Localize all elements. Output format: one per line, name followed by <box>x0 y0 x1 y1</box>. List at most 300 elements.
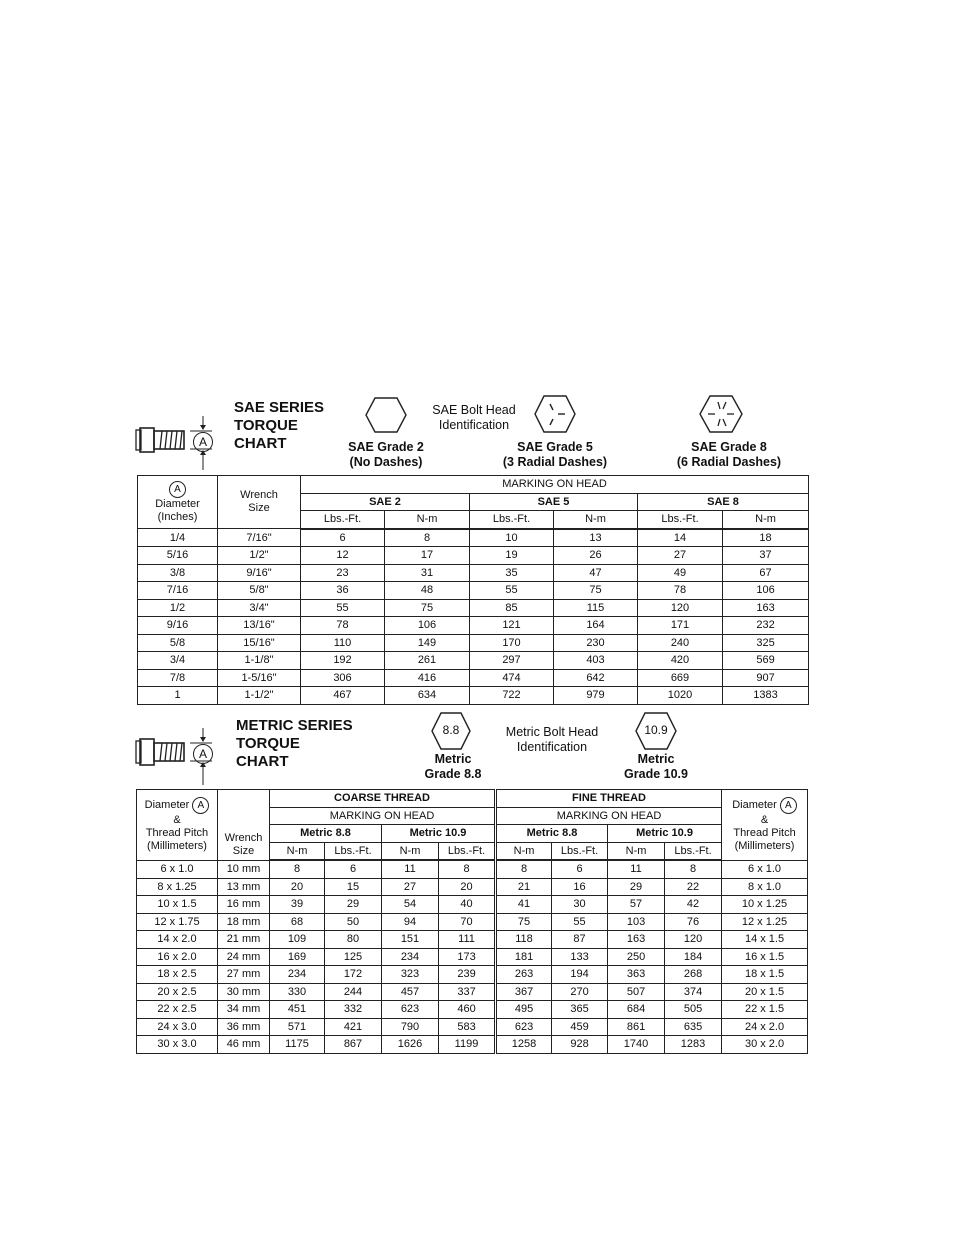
sae-unit-header: N-m <box>723 511 809 529</box>
table-cell: 57 <box>608 896 665 914</box>
sae-grade-8-name: SAE Grade 8 <box>691 440 767 454</box>
table-cell: 306 <box>301 669 385 687</box>
table-cell: 330 <box>270 983 325 1001</box>
table-cell: 18 x 1.5 <box>722 966 808 984</box>
table-cell: 928 <box>552 1036 608 1054</box>
metric-col-diameter-header-right <box>722 790 808 861</box>
table-cell: 120 <box>638 599 723 617</box>
table-cell: 50 <box>325 913 382 931</box>
table-cell: 403 <box>554 652 638 670</box>
table-cell: 55 <box>301 599 385 617</box>
sae-marking-header: MARKING ON HEAD <box>301 476 809 494</box>
table-cell: 9/16" <box>218 564 301 582</box>
table-cell: 17 <box>385 547 470 565</box>
metric-col-wrench-header <box>218 790 270 861</box>
table-cell: 5/16 <box>138 547 218 565</box>
sae-group-sae2: SAE 2 <box>301 493 470 511</box>
table-cell: 30 mm <box>218 983 270 1001</box>
table-cell: 42 <box>665 896 722 914</box>
table-cell: 26 <box>554 547 638 565</box>
table-cell: 457 <box>382 983 439 1001</box>
table-cell: 6 x 1.0 <box>722 860 808 878</box>
table-cell: 634 <box>385 687 470 705</box>
table-row <box>137 860 808 878</box>
table-cell: 40 <box>439 896 496 914</box>
table-cell: 7/16 <box>138 582 218 600</box>
table-cell: 20 <box>270 878 325 896</box>
metric-diameter-unit: (Millimeters) <box>734 839 795 852</box>
table-cell: 234 <box>382 948 439 966</box>
table-cell: 27 <box>382 878 439 896</box>
table-cell: 110 <box>301 634 385 652</box>
table-cell: 6 <box>301 529 385 547</box>
sae-grade-8-note: (6 Radial Dashes) <box>676 455 782 469</box>
table-cell: 67 <box>723 564 809 582</box>
sae-bolt-head-id <box>418 403 530 433</box>
table-cell: 8 <box>496 860 552 878</box>
table-cell: 5/8 <box>138 634 218 652</box>
table-row <box>138 687 809 705</box>
table-cell: 106 <box>723 582 809 600</box>
table-cell: 181 <box>496 948 552 966</box>
metric-diameter-amp: & <box>173 813 181 826</box>
table-cell: 14 x 2.0 <box>137 931 218 949</box>
table-cell: 474 <box>470 669 554 687</box>
table-cell: 684 <box>608 1001 665 1019</box>
table-cell: 16 <box>552 878 608 896</box>
table-cell: 22 x 2.5 <box>137 1001 218 1019</box>
table-cell: 623 <box>496 1018 552 1036</box>
table-cell: 18 mm <box>218 913 270 931</box>
metric-grade-10-9-note: Grade 10.9 <box>624 767 688 781</box>
table-cell: 505 <box>665 1001 722 1019</box>
table-cell: 239 <box>439 966 496 984</box>
table-cell: 48 <box>385 582 470 600</box>
table-cell: 722 <box>470 687 554 705</box>
metric-torque-table <box>136 789 808 1054</box>
table-cell: 121 <box>470 617 554 635</box>
table-row <box>137 913 808 931</box>
table-cell: 623 <box>382 1001 439 1019</box>
table-cell: 24 x 3.0 <box>137 1018 218 1036</box>
table-cell: 68 <box>270 913 325 931</box>
table-cell: 6 x 1.0 <box>137 860 218 878</box>
sae-unit-header: Lbs.-Ft. <box>470 511 554 529</box>
table-row <box>138 599 809 617</box>
table-cell: 8 <box>665 860 722 878</box>
table-cell: 87 <box>552 931 608 949</box>
table-cell: 15/16" <box>218 634 301 652</box>
table-cell: 363 <box>608 966 665 984</box>
table-cell: 12 x 1.75 <box>137 913 218 931</box>
table-cell: 46 mm <box>218 1036 270 1054</box>
metric-diameter-amp: & <box>760 813 769 826</box>
table-cell: 507 <box>608 983 665 1001</box>
table-cell: 163 <box>608 931 665 949</box>
table-cell: 151 <box>382 931 439 949</box>
table-row <box>137 983 808 1001</box>
sae-diagram-letter: A <box>193 432 213 452</box>
table-cell: 194 <box>552 966 608 984</box>
table-cell: 495 <box>496 1001 552 1019</box>
sae-bolt-head-id-line-2: Identification <box>438 418 510 432</box>
table-cell: 1199 <box>439 1036 496 1054</box>
metric-unit-header: N-m <box>382 842 439 860</box>
metric-unit-header: N-m <box>496 842 552 860</box>
sae-col-diameter-header <box>138 476 218 529</box>
table-row <box>138 547 809 565</box>
table-cell: 1 <box>138 687 218 705</box>
table-row <box>137 896 808 914</box>
sae-col-wrench-header <box>218 476 301 529</box>
sae-title-line-2: TORQUE <box>234 417 298 434</box>
table-cell: 14 <box>638 529 723 547</box>
table-cell: 12 x 1.25 <box>722 913 808 931</box>
metric-unit-header: Lbs.-Ft. <box>552 842 608 860</box>
table-cell: 80 <box>325 931 382 949</box>
table-cell: 109 <box>270 931 325 949</box>
table-cell: 1740 <box>608 1036 665 1054</box>
metric-grade-header: Metric 8.8 <box>496 825 608 843</box>
table-cell: 36 <box>301 582 385 600</box>
sae-wrench-size-label: Size <box>248 502 270 514</box>
table-cell: 323 <box>382 966 439 984</box>
table-cell: 169 <box>270 948 325 966</box>
table-cell: 569 <box>723 652 809 670</box>
metric-grade-10-9-mark: 10.9 <box>644 723 668 737</box>
metric-grade-10-9-name: Metric <box>637 752 675 766</box>
table-cell: 75 <box>554 582 638 600</box>
table-cell: 47 <box>554 564 638 582</box>
metric-title <box>236 717 353 771</box>
sae-diameter-letter: A <box>169 481 186 498</box>
table-cell: 10 <box>470 529 554 547</box>
table-cell: 8 x 1.25 <box>137 878 218 896</box>
metric-col-diameter-header <box>137 790 218 861</box>
metric-coarse-thread-header: COARSE THREAD <box>270 790 496 808</box>
table-cell: 19 <box>470 547 554 565</box>
table-cell: 24 mm <box>218 948 270 966</box>
table-cell: 27 mm <box>218 966 270 984</box>
metric-grade-header: Metric 10.9 <box>382 825 496 843</box>
table-cell: 244 <box>325 983 382 1001</box>
table-cell: 149 <box>385 634 470 652</box>
metric-title-line-3: CHART <box>236 753 289 770</box>
table-cell: 24 x 2.0 <box>722 1018 808 1036</box>
sae-diameter-label: Diameter <box>155 497 200 510</box>
table-cell: 120 <box>665 931 722 949</box>
metric-grade-8-8-label <box>405 752 501 782</box>
table-cell: 1-1/2" <box>218 687 301 705</box>
table-cell: 75 <box>385 599 470 617</box>
table-cell: 49 <box>638 564 723 582</box>
table-cell: 1283 <box>665 1036 722 1054</box>
table-row <box>137 948 808 966</box>
table-row <box>137 931 808 949</box>
table-cell: 790 <box>382 1018 439 1036</box>
table-cell: 192 <box>301 652 385 670</box>
table-row <box>138 617 809 635</box>
table-cell: 39 <box>270 896 325 914</box>
table-cell: 374 <box>665 983 722 1001</box>
sae-bolt-head-id-line-1: SAE Bolt Head <box>432 403 516 417</box>
table-cell: 16 x 2.0 <box>137 948 218 966</box>
table-cell: 261 <box>385 652 470 670</box>
sae-title <box>234 399 324 453</box>
sae-title-line-1: SAE SERIES <box>234 399 325 416</box>
table-cell: 420 <box>638 652 723 670</box>
table-cell: 34 mm <box>218 1001 270 1019</box>
table-cell: 268 <box>665 966 722 984</box>
table-cell: 250 <box>608 948 665 966</box>
metric-fine-marking-header: MARKING ON HEAD <box>496 807 722 825</box>
table-cell: 9/16 <box>138 617 218 635</box>
sae-unit-header: Lbs.-Ft. <box>638 511 723 529</box>
sae-grade-5-label <box>490 440 620 470</box>
table-cell: 1-5/16" <box>218 669 301 687</box>
table-cell: 3/8 <box>138 564 218 582</box>
table-cell: 55 <box>470 582 554 600</box>
table-cell: 232 <box>723 617 809 635</box>
metric-grade-8-8-note: Grade 8.8 <box>424 767 482 781</box>
metric-title-line-2: TORQUE <box>236 735 300 752</box>
table-cell: 31 <box>385 564 470 582</box>
sae-diameter-unit: (Inches) <box>157 510 198 523</box>
metric-diameter-label: Diameter <box>144 798 190 811</box>
table-cell: 184 <box>665 948 722 966</box>
table-cell: 29 <box>325 896 382 914</box>
table-cell: 8 <box>439 860 496 878</box>
table-row <box>137 1001 808 1019</box>
table-cell: 172 <box>325 966 382 984</box>
table-cell: 20 x 1.5 <box>722 983 808 1001</box>
table-cell: 332 <box>325 1001 382 1019</box>
table-cell: 861 <box>608 1018 665 1036</box>
table-cell: 23 <box>301 564 385 582</box>
metric-diameter-letter: A <box>192 797 209 814</box>
table-cell: 35 <box>470 564 554 582</box>
metric-unit-header: N-m <box>270 842 325 860</box>
table-cell: 230 <box>554 634 638 652</box>
table-cell: 111 <box>439 931 496 949</box>
table-cell: 234 <box>270 966 325 984</box>
table-cell: 416 <box>385 669 470 687</box>
table-cell: 13 <box>554 529 638 547</box>
table-cell: 325 <box>723 634 809 652</box>
table-cell: 78 <box>638 582 723 600</box>
table-cell: 1383 <box>723 687 809 705</box>
table-cell: 54 <box>382 896 439 914</box>
metric-wrench-label: Wrench <box>224 831 263 844</box>
table-cell: 22 x 1.5 <box>722 1001 808 1019</box>
metric-fine-thread-header: FINE THREAD <box>496 790 722 808</box>
table-cell: 1626 <box>382 1036 439 1054</box>
table-row <box>138 652 809 670</box>
table-cell: 12 <box>301 547 385 565</box>
table-cell: 27 <box>638 547 723 565</box>
table-cell: 11 <box>382 860 439 878</box>
hex-grade-2-icon <box>364 396 408 434</box>
metric-diagram-letter: A <box>193 744 213 764</box>
table-cell: 30 x 2.0 <box>722 1036 808 1054</box>
table-row <box>137 878 808 896</box>
metric-wrench-size-label: Size <box>232 844 255 857</box>
metric-unit-header: Lbs.-Ft. <box>439 842 496 860</box>
metric-title-line-1: METRIC SERIES <box>236 717 353 734</box>
table-cell: 907 <box>723 669 809 687</box>
table-cell: 8 x 1.0 <box>722 878 808 896</box>
table-cell: 263 <box>496 966 552 984</box>
metric-bolt-head-id-line-1: Metric Bolt Head <box>505 725 599 739</box>
table-cell: 30 <box>552 896 608 914</box>
table-cell: 163 <box>723 599 809 617</box>
table-cell: 642 <box>554 669 638 687</box>
table-row <box>138 582 809 600</box>
table-cell: 18 x 2.5 <box>137 966 218 984</box>
table-row <box>138 669 809 687</box>
metric-coarse-marking-header: MARKING ON HEAD <box>270 807 496 825</box>
sae-grade-5-name: SAE Grade 5 <box>517 440 593 454</box>
table-cell: 11 <box>608 860 665 878</box>
table-cell: 55 <box>552 913 608 931</box>
hex-grade-5-icon <box>533 394 577 434</box>
table-cell: 7/16" <box>218 529 301 547</box>
metric-unit-header: N-m <box>608 842 665 860</box>
sae-unit-header: N-m <box>554 511 638 529</box>
metric-bolt-head-id <box>494 725 610 755</box>
table-cell: 118 <box>496 931 552 949</box>
table-row <box>137 1036 808 1054</box>
table-cell: 669 <box>638 669 723 687</box>
table-cell: 22 <box>665 878 722 896</box>
metric-grade-8-8-mark: 8.8 <box>442 723 460 737</box>
table-cell: 29 <box>608 878 665 896</box>
sae-unit-header: N-m <box>385 511 470 529</box>
table-cell: 6 <box>552 860 608 878</box>
table-cell: 337 <box>439 983 496 1001</box>
table-cell: 979 <box>554 687 638 705</box>
table-cell: 451 <box>270 1001 325 1019</box>
table-row <box>137 966 808 984</box>
table-cell: 18 <box>723 529 809 547</box>
table-cell: 16 mm <box>218 896 270 914</box>
metric-grade-10-9-label <box>606 752 706 782</box>
sae-grade-2-label <box>330 440 442 470</box>
table-cell: 240 <box>638 634 723 652</box>
table-cell: 20 x 2.5 <box>137 983 218 1001</box>
table-cell: 3/4" <box>218 599 301 617</box>
table-cell: 8 <box>270 860 325 878</box>
table-cell: 1020 <box>638 687 723 705</box>
table-cell: 1175 <box>270 1036 325 1054</box>
table-cell: 3/4 <box>138 652 218 670</box>
table-cell: 421 <box>325 1018 382 1036</box>
metric-thread-pitch-label: Thread Pitch <box>145 826 209 839</box>
sae-group-sae5: SAE 5 <box>470 493 638 511</box>
table-cell: 8 <box>385 529 470 547</box>
table-cell: 75 <box>496 913 552 931</box>
table-cell: 270 <box>552 983 608 1001</box>
table-cell: 10 mm <box>218 860 270 878</box>
table-cell: 583 <box>439 1018 496 1036</box>
table-cell: 297 <box>470 652 554 670</box>
table-cell: 367 <box>496 983 552 1001</box>
table-cell: 36 mm <box>218 1018 270 1036</box>
metric-diameter-label: Diameter <box>732 798 777 811</box>
hex-grade-8-icon <box>698 394 744 434</box>
table-cell: 41 <box>496 896 552 914</box>
table-cell: 571 <box>270 1018 325 1036</box>
sae-torque-table <box>137 475 809 705</box>
table-cell: 460 <box>439 1001 496 1019</box>
table-cell: 21 mm <box>218 931 270 949</box>
sae-title-line-3: CHART <box>234 435 287 452</box>
sae-grade-2-name: SAE Grade 2 <box>348 440 424 454</box>
table-cell: 164 <box>554 617 638 635</box>
table-cell: 365 <box>552 1001 608 1019</box>
table-cell: 171 <box>638 617 723 635</box>
table-cell: 20 <box>439 878 496 896</box>
table-cell: 37 <box>723 547 809 565</box>
sae-grade-5-note: (3 Radial Dashes) <box>502 455 608 469</box>
table-cell: 30 x 3.0 <box>137 1036 218 1054</box>
metric-unit-header: Lbs.-Ft. <box>665 842 722 860</box>
table-cell: 6 <box>325 860 382 878</box>
table-cell: 21 <box>496 878 552 896</box>
table-cell: 103 <box>608 913 665 931</box>
table-cell: 635 <box>665 1018 722 1036</box>
sae-group-sae8: SAE 8 <box>638 493 809 511</box>
table-cell: 10 x 1.5 <box>137 896 218 914</box>
metric-grade-8-8-name: Metric <box>434 752 472 766</box>
table-cell: 173 <box>439 948 496 966</box>
table-cell: 15 <box>325 878 382 896</box>
metric-grade-header: Metric 10.9 <box>608 825 722 843</box>
table-cell: 1/4 <box>138 529 218 547</box>
table-cell: 125 <box>325 948 382 966</box>
table-cell: 16 x 1.5 <box>722 948 808 966</box>
table-cell: 7/8 <box>138 669 218 687</box>
table-cell: 13 mm <box>218 878 270 896</box>
table-cell: 106 <box>385 617 470 635</box>
metric-grade-header: Metric 8.8 <box>270 825 382 843</box>
table-cell: 1/2 <box>138 599 218 617</box>
table-cell: 94 <box>382 913 439 931</box>
table-row <box>138 564 809 582</box>
table-row <box>137 1018 808 1036</box>
sae-unit-header: Lbs.-Ft. <box>301 511 385 529</box>
table-cell: 467 <box>301 687 385 705</box>
table-cell: 13/16" <box>218 617 301 635</box>
table-cell: 85 <box>470 599 554 617</box>
table-cell: 1258 <box>496 1036 552 1054</box>
table-cell: 76 <box>665 913 722 931</box>
sae-wrench-label: Wrench <box>240 489 278 501</box>
table-cell: 10 x 1.25 <box>722 896 808 914</box>
metric-thread-pitch-label: Thread Pitch <box>733 826 796 839</box>
table-cell: 14 x 1.5 <box>722 931 808 949</box>
table-cell: 1/2" <box>218 547 301 565</box>
table-cell: 170 <box>470 634 554 652</box>
table-cell: 459 <box>552 1018 608 1036</box>
metric-unit-header: Lbs.-Ft. <box>325 842 382 860</box>
table-cell: 867 <box>325 1036 382 1054</box>
table-cell: 133 <box>552 948 608 966</box>
metric-diameter-letter: A <box>780 797 797 814</box>
table-cell: 78 <box>301 617 385 635</box>
table-cell: 5/8" <box>218 582 301 600</box>
sae-grade-8-label <box>664 440 794 470</box>
